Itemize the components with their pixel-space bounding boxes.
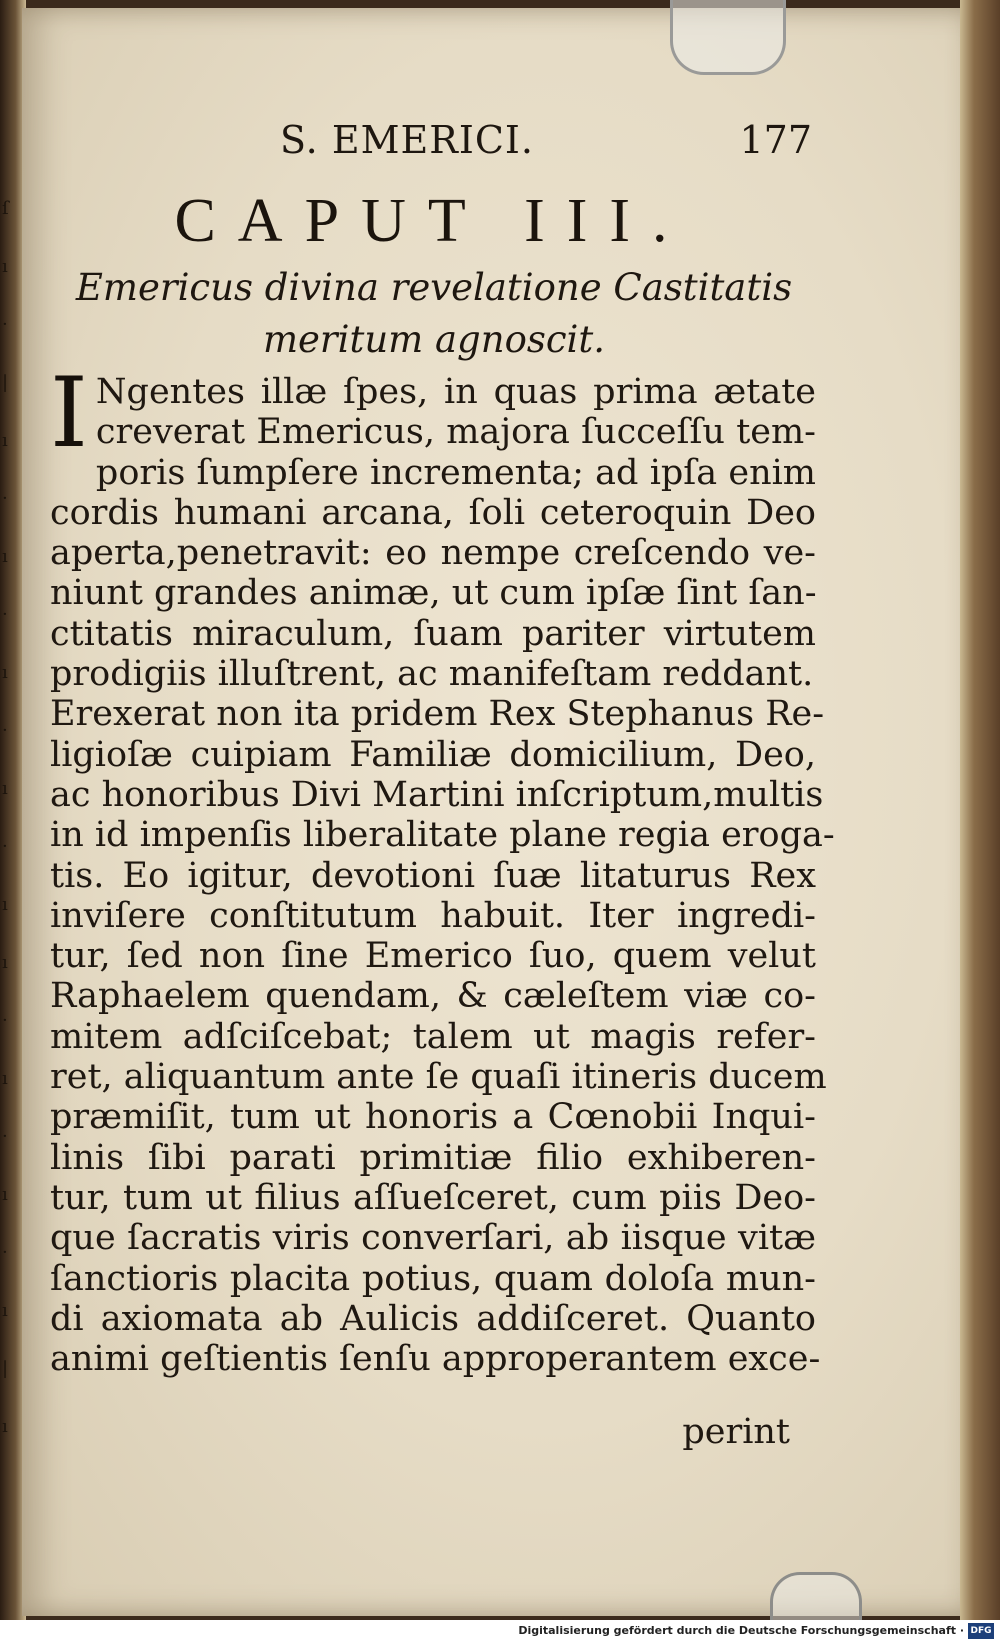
text-line: ac honoribus Divi Martini inſcriptum,multis — [50, 774, 824, 815]
running-head — [52, 118, 812, 168]
chapter-heading: CAPUT III. — [174, 187, 690, 255]
facing-page-fragments: ſ ı · | ı · ı · ı · ı · ı ı · ı · ı · ı | ı — [2, 198, 9, 1437]
text-line: tis. Eo igitur, devotioni ſuæ litaturus Rex — [50, 855, 816, 896]
text-line: ret, aliquantum ante ſe quaſi itineris ducem — [50, 1057, 827, 1098]
text-line: di axiomata ab Aulicis addiſceret. Quanto — [50, 1298, 816, 1339]
drop-capital: I — [50, 357, 88, 469]
text-line: ſanctioris placita potius, quam doloſa mun- — [50, 1258, 816, 1299]
text-line: poris ſumpſere incrementa; ad ipſa enim — [95, 452, 816, 493]
body-text — [50, 357, 835, 1380]
text-line: ligioſæ cuipiam Familiæ domicilium, Deo, — [50, 734, 816, 775]
subtitle-line: meritum agnoscit. — [262, 318, 606, 361]
text-line: linis ſibi parati primitiæ filio exhiberen- — [50, 1137, 816, 1178]
text-line: in id impenſis liberalitate plane regia eroga- — [50, 815, 835, 856]
page-clip-top — [670, 0, 786, 75]
text-line: aperta,penetravit: eo nempe creſcendo ve- — [50, 533, 816, 574]
dfg-logo: DFG — [968, 1623, 994, 1639]
text-line: animi geſtientis ſenſu approperantem exce- — [50, 1339, 821, 1380]
text-line: que ſacratis viris converſari, ab iisque vitæ — [50, 1218, 816, 1259]
subtitle-line: Emericus divina revelatione Castitatis — [75, 266, 793, 309]
catchword: perint — [682, 1412, 790, 1452]
text-line: tur, tum ut filius aſſueſceret, cum piis Deo- — [50, 1177, 816, 1218]
text-line: niunt grandes animæ, ut cum ipſæ ſint ſan- — [50, 573, 817, 614]
text-line: Erexerat non ita pridem Rex Stephanus Re- — [50, 694, 825, 735]
text-line: Raphaelem quendam, & cæleſtem viæ co- — [50, 976, 816, 1017]
chapter-subtitle — [48, 262, 820, 366]
text-line: tur, ſed non ſine Emerico ſuo, quem velut — [50, 936, 816, 977]
digitization-footer — [0, 1620, 1000, 1645]
text-line: prodigiis illuſtrent, ac manifeſtam reddant. — [50, 654, 814, 695]
funding-credit: Digitalisierung gefördert durch die Deutsche Forschungsgemeinschaft · — [518, 1624, 964, 1637]
running-head-title: S. EMERICI. — [280, 118, 535, 162]
text-line: cordis humani arcana, ſoli ceteroquin Deo — [50, 492, 816, 533]
text-line: mitem adſciſcebat; talem ut magis refer- — [50, 1016, 816, 1057]
page-edge-right — [960, 0, 1000, 1620]
page-clip-bottom — [770, 1572, 862, 1623]
text-line: inviſere conſtitutum habuit. Iter ingredi- — [50, 895, 816, 936]
text-line: creverat Emericus, majora ſucceſſu tem- — [95, 412, 816, 453]
page-number: 177 — [739, 118, 812, 162]
text-line: præmiſit, tum ut honoris a Cœnobii Inqui- — [50, 1097, 816, 1138]
text-line: Ngentes illæ ſpes, in quas prima ætate — [95, 372, 816, 412]
text-line: ctitatis miraculum, ſuam pariter virtutem — [50, 613, 816, 654]
